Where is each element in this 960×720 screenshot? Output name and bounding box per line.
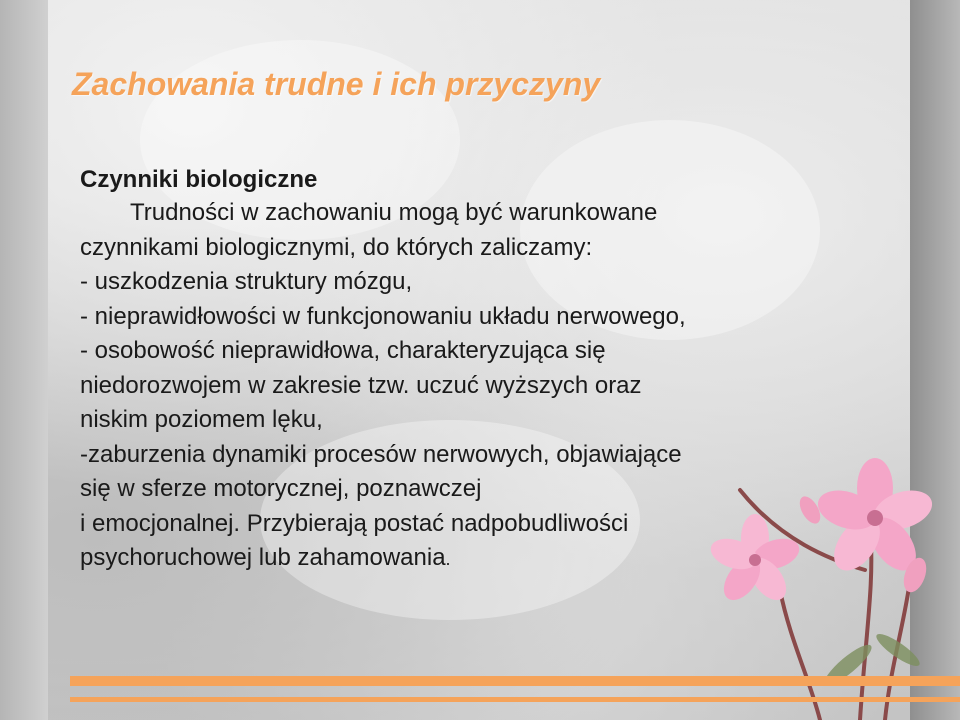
left-decorative-stripe xyxy=(0,0,48,720)
body-line: się w sferze motorycznej, poznawczej xyxy=(80,475,482,502)
body-line: niskim poziomem lęku, xyxy=(80,406,323,433)
footer-rule-thin xyxy=(70,697,960,702)
body-line-last-text: psychoruchowej lub zahamowania xyxy=(80,544,446,571)
body-line-last-period: . xyxy=(445,549,451,569)
slide-title: Zachowania trudne i ich przyczyny xyxy=(72,66,601,102)
body-line: - uszkodzenia struktury mózgu, xyxy=(80,268,413,295)
body-line: czynnikami biologicznymi, do których zaliczamy: xyxy=(80,233,593,261)
body-line: - nieprawidłowości w funkcjonowaniu układu nerwowego, xyxy=(80,302,686,330)
body-line: i emocjonalnej. Przybierają postać nadpobudliwości xyxy=(80,509,629,537)
body-line: - osobowość nieprawidłowa, charakteryzująca się xyxy=(80,337,606,364)
section-subheading: Czynniki biologiczne xyxy=(80,166,318,193)
body-line: -zaburzenia dynamiki procesów nerwowych, objawiające xyxy=(80,440,682,468)
slide-body xyxy=(80,164,880,577)
body-line: Trudności w zachowaniu mogą być warunkowane xyxy=(130,199,658,226)
body-line-last xyxy=(80,541,880,577)
footer-rule-thick xyxy=(70,676,960,686)
body-line: niedorozwojem w zakresie tzw. uczuć wyższych oraz xyxy=(80,371,642,399)
